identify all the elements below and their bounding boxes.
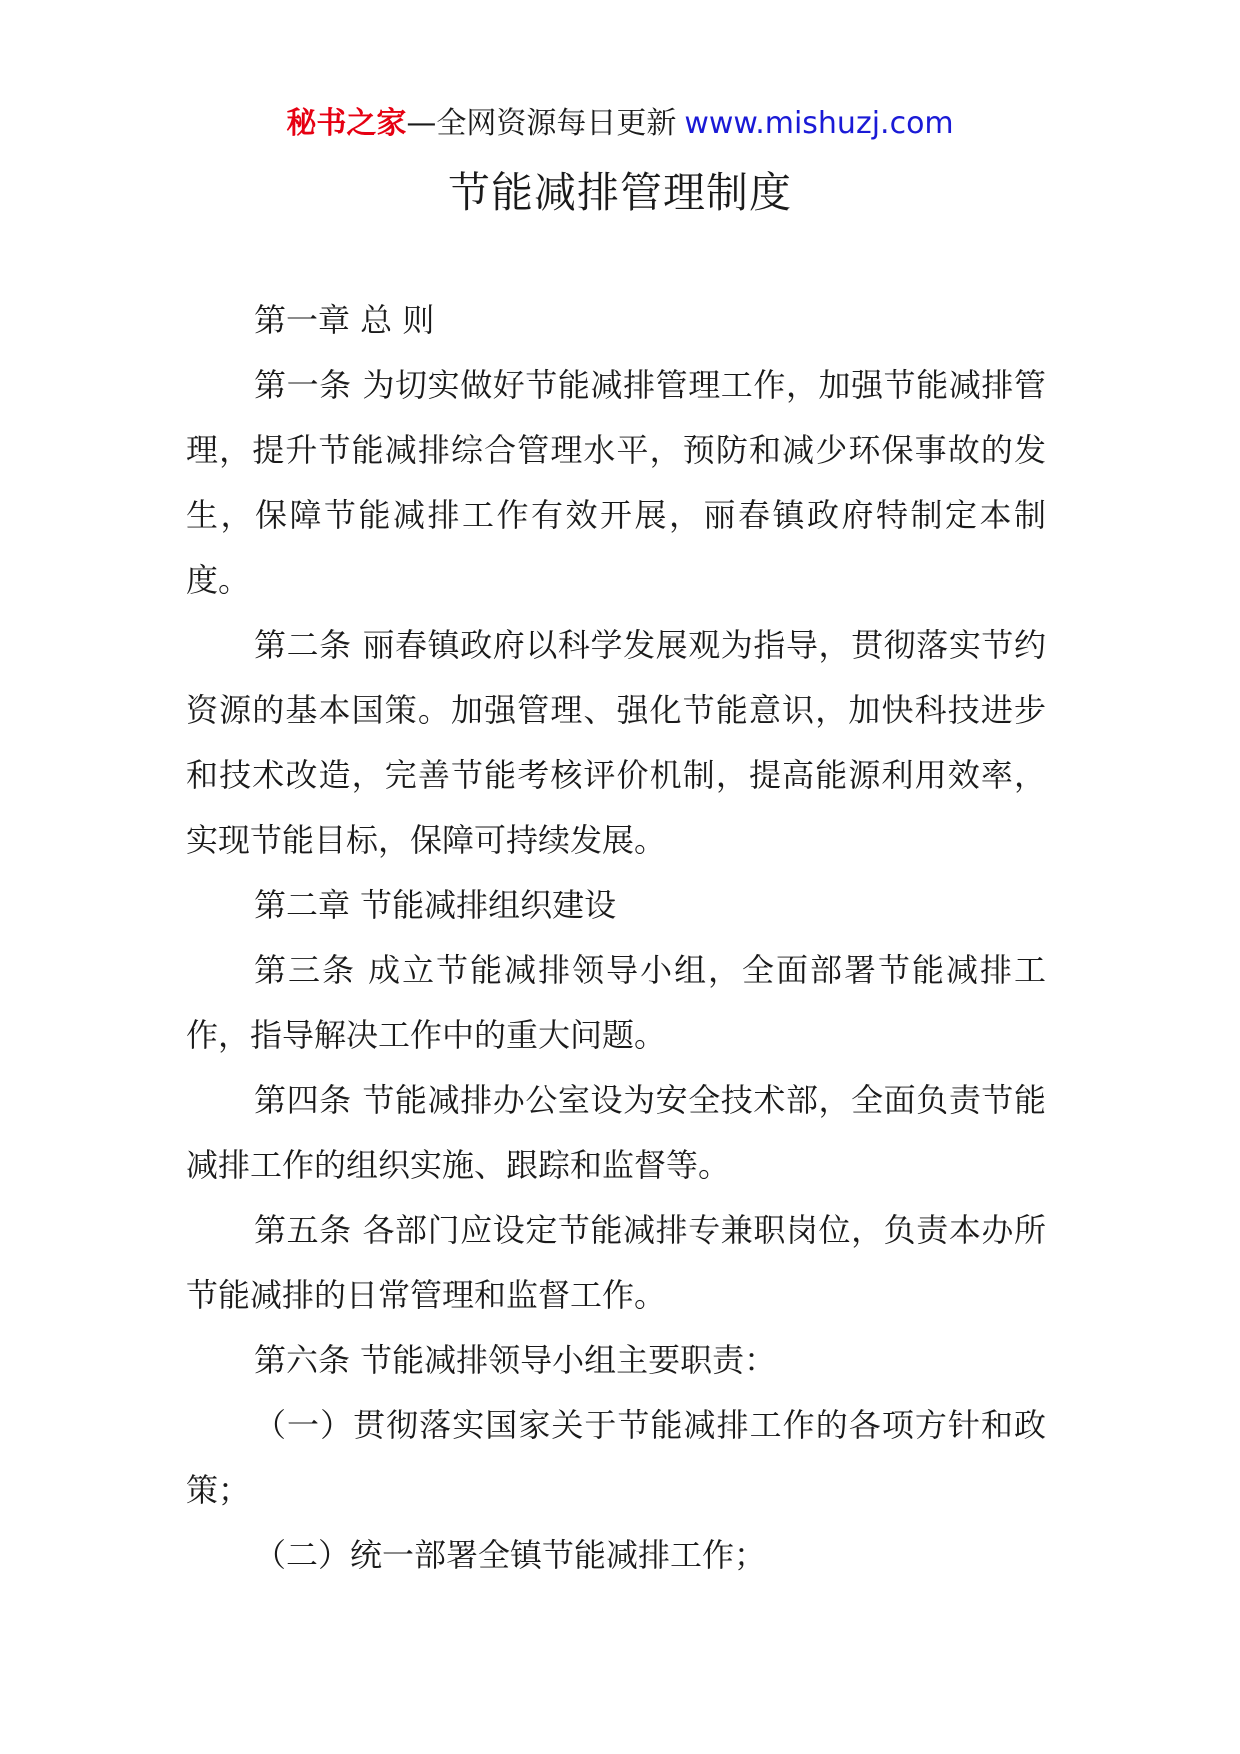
watermark-header (0, 100, 1240, 148)
article-paragraph: 第四条 节能减排办公室设为安全技术部，全面负责节能减排工作的组织实施、跟踪和监督等。 (186, 1081, 1046, 1184)
document-title: 节能减排管理制度 (447, 168, 792, 217)
article-paragraph: 第六条 节能减排领导小组主要职责： (254, 1341, 777, 1379)
header-tagline: —全网资源每日更新 (406, 106, 677, 141)
list-item: （二）统一部署全镇节能减排工作； (254, 1536, 767, 1574)
site-url-link[interactable]: www.mishuzj.com (684, 106, 954, 141)
chapter-heading: 第一章 总 则 (254, 301, 435, 339)
document-body (186, 288, 1046, 1588)
article-paragraph: 第二条 丽春镇政府以科学发展观为指导，贯彻落实节约资源的基本国策。加强管理、强化节能意识，加快科技进步和技术改造，完善节能考核评价机制，提高能源利用效率，实现节能目标，保障可持续发展。 (186, 626, 1046, 859)
chapter-heading: 第二章 节能减排组织建设 (254, 886, 617, 924)
list-item: （一）贯彻落实国家关于节能减排工作的各项方针和政策； (186, 1406, 1046, 1509)
article-paragraph: 第一条 为切实做好节能减排管理工作，加强节能减排管理，提升节能减排综合管理水平，预防和减少环保事故的发生，保障节能减排工作有效开展，丽春镇政府特制定本制度。 (186, 366, 1046, 599)
article-paragraph: 第三条 成立节能减排领导小组，全面部署节能减排工作，指导解决工作中的重大问题。 (186, 951, 1046, 1054)
article-paragraph: 第五条 各部门应设定节能减排专兼职岗位，负责本办所节能减排的日常管理和监督工作。 (186, 1211, 1046, 1314)
brand-name: 秘书之家 (286, 106, 407, 141)
